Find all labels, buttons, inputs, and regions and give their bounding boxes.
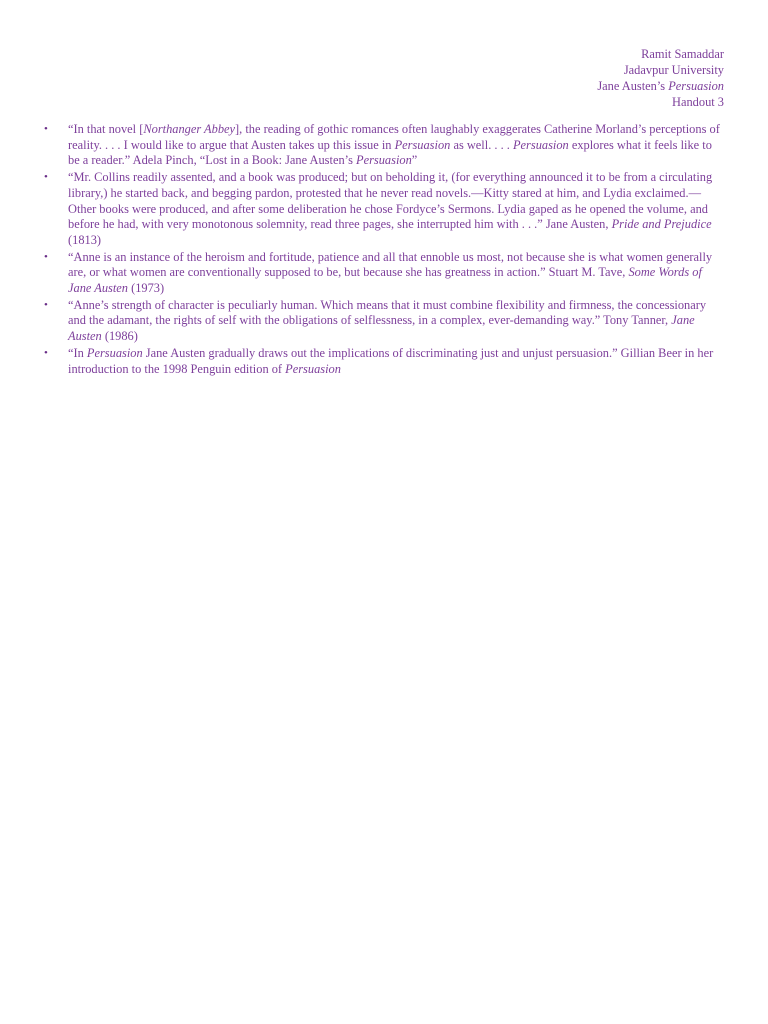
quote-item-pinch: • “In that novel [Northanger Abbey], the reading of gothic romances often laughably exaggerates Catherine Morland’s perceptions of reality. . . . I would like to argue that Austen takes up this issue in Persuasion as well. . . . Persuasion explores what it feels like to be a reader.” Adela Pinch, “Lost in a Book: Jane Austen’s Persuasion” (44, 122, 720, 168)
quote-item-beer: • “In Persuasion Jane Austen gradually draws out the implications of discriminating just and unjust persuasion.” Gillian Beer in her introduction to the 1998 Penguin edition of Persuasion (44, 345, 714, 376)
quote-list (44, 122, 724, 377)
author-name: Ramit Samaddar (641, 47, 724, 61)
institution-name: Jadavpur University (623, 63, 724, 77)
bullet-icon: • (44, 250, 48, 263)
bullet-icon: • (44, 298, 48, 311)
quote-item-tanner: • “Anne’s strength of character is peculiarly human. Which means that it must combine flexibility and firmness, the concessionary and the adamant, the rights of self with the obligations of selflessness, in a complex, ever-demanding way.” Tony Tanner, Jane Austen (1986) (44, 297, 707, 344)
bullet-icon: • (44, 123, 48, 135)
quote-item-austen: • “Mr. Collins readily assented, and a book was produced; but on beholding it, (for everything announced it to be from a circulating library,) he started back, and begging pardon, protested that he never read novels.—Kitty stared at him, and Lydia exclaimed.—Other books were produced, and after some deliberation he chose Fordyce’s Sermons. Lydia gaped as he opened the volume, and before he had, with very monotonous solemnity, read three pages, she interrupted him with . . .” Jane Austen, Pride and Prejudice (1813) (44, 170, 713, 247)
bullet-icon: • (44, 346, 48, 359)
handout-number: Handout 3 (672, 95, 724, 109)
course-title: Jane Austen’s Persuasion (597, 79, 724, 93)
bullet-icon: • (44, 171, 48, 184)
handout-header (44, 46, 724, 110)
quote-item-tave: • “Anne is an instance of the heroism and fortitude, patience and all that ennoble us most, not because she is what women generally are, or what women are conventionally supposed to be, but because she has greatness in action.” Stuart M. Tave, Some Words of Jane Austen (1973) (44, 249, 713, 296)
